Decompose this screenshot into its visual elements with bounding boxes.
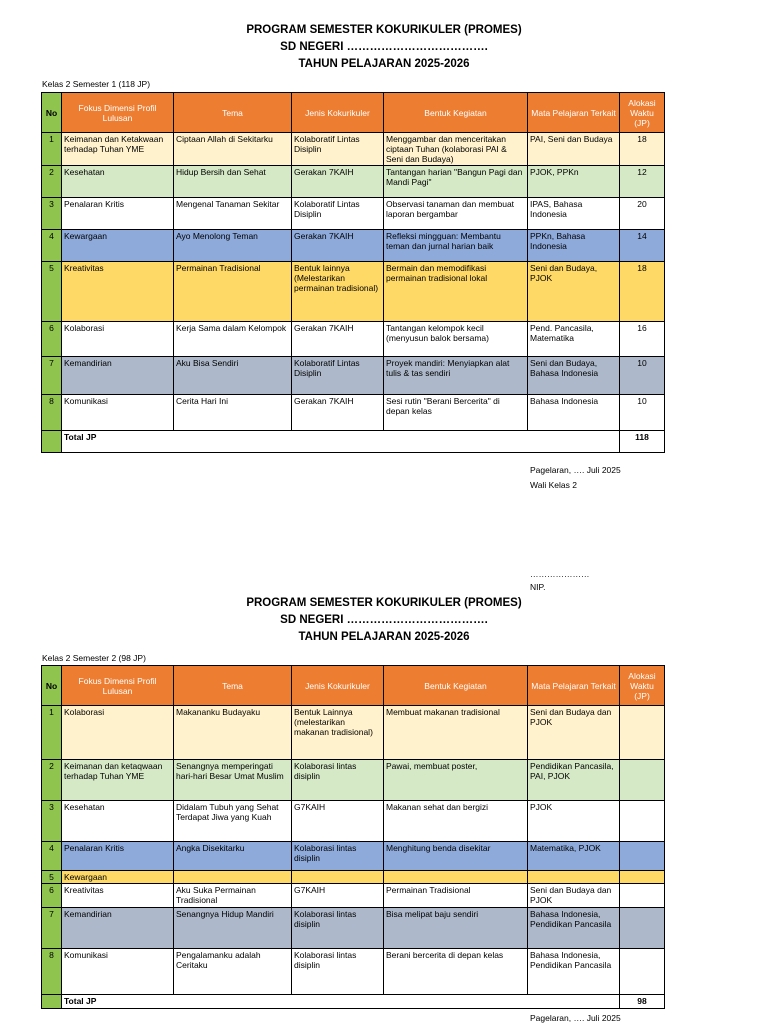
col-mapel: Mata Pelajaran Terkait	[528, 93, 620, 133]
table-row	[42, 357, 665, 395]
row-bentuk: Menggambar dan menceritakan ciptaan Tuhan (kolaborasi PAI & Seni dan Budaya)	[384, 133, 528, 166]
row-fokus: Komunikasi	[62, 395, 174, 431]
row-jp: 18	[620, 133, 665, 166]
row-fokus: Kolaborasi	[62, 706, 174, 760]
row-tema: Ayo Menolong Teman	[174, 230, 292, 262]
table-row	[42, 884, 665, 908]
row-jp: 10	[620, 357, 665, 395]
col-tema: Tema	[174, 666, 292, 706]
table-row	[42, 322, 665, 357]
row-tema: Makananku Budayaku	[174, 706, 292, 760]
row-jp: 16	[620, 322, 665, 357]
row-mapel: Bahasa Indonesia, Pendidikan Pancasila	[528, 908, 620, 949]
row-bentuk: Bermain dan memodifikasi permainan tradisional lokal	[384, 262, 528, 322]
row-tema	[174, 871, 292, 884]
row-tema: Hidup Bersih dan Sehat	[174, 166, 292, 198]
school-year-1: TAHUN PELAJARAN 2025-2026	[298, 58, 470, 70]
row-jp: 18	[620, 262, 665, 322]
row-mapel: Seni dan Budaya dan PJOK	[528, 706, 620, 760]
table-row	[42, 908, 665, 949]
row-no: 3	[42, 198, 62, 230]
row-bentuk: Bisa melipat baju sendiri	[384, 908, 528, 949]
semester2-caption: Kelas 2 Semester 2 (98 JP)	[42, 653, 146, 663]
row-mapel: Seni dan Budaya, PJOK	[528, 262, 620, 322]
row-jenis	[292, 871, 384, 884]
row-jp: 20	[620, 198, 665, 230]
row-bentuk: Refleksi mingguan: Membantu teman dan jurnal harian baik	[384, 230, 528, 262]
row-jenis: Gerakan 7KAIH	[292, 395, 384, 431]
row-no: 5	[42, 871, 62, 884]
row-jp	[620, 842, 665, 871]
row-jp	[620, 706, 665, 760]
row-no: 2	[42, 166, 62, 198]
semester1-table	[41, 92, 665, 453]
row-fokus: Penalaran Kritis	[62, 198, 174, 230]
table-row	[42, 801, 665, 842]
row-tema: Kerja Sama dalam Kelompok	[174, 322, 292, 357]
school-year-2: TAHUN PELAJARAN 2025-2026	[298, 631, 470, 643]
col-bentuk: Bentuk Kegiatan	[384, 93, 528, 133]
col-no: No	[42, 93, 62, 133]
row-mapel: Seni dan Budaya dan PJOK	[528, 884, 620, 908]
row-tema: Didalam Tubuh yang Sehat Terdapat Jiwa yang Kuah	[174, 801, 292, 842]
row-jp	[620, 908, 665, 949]
row-jp: 10	[620, 395, 665, 431]
row-tema: Cerita Hari Ini	[174, 395, 292, 431]
row-fokus: Keimanan dan ketaqwaan terhadap Tuhan YME	[62, 760, 174, 801]
row-mapel: PAI, Seni dan Budaya	[528, 133, 620, 166]
table-row	[42, 706, 665, 760]
row-mapel: IPAS, Bahasa Indonesia	[528, 198, 620, 230]
row-bentuk: Observasi tanaman dan membuat laporan bergambar	[384, 198, 528, 230]
row-tema: Senangnya Hidup Mandiri	[174, 908, 292, 949]
col-bentuk: Bentuk Kegiatan	[384, 666, 528, 706]
row-fokus: Kesehatan	[62, 166, 174, 198]
table-row	[42, 871, 665, 884]
row-mapel: Matematika, PJOK	[528, 842, 620, 871]
row-jp	[620, 949, 665, 995]
row-fokus: Penalaran Kritis	[62, 842, 174, 871]
row-jenis: Kolaborasi lintas disiplin	[292, 908, 384, 949]
col-jenis: Jenis Kokurikuler	[292, 93, 384, 133]
row-fokus: Kewargaan	[62, 871, 174, 884]
row-bentuk	[384, 871, 528, 884]
signature-name-line: …………………	[530, 569, 590, 579]
col-jenis: Jenis Kokurikuler	[292, 666, 384, 706]
row-fokus: Kreativitas	[62, 884, 174, 908]
row-mapel: Bahasa Indonesia	[528, 395, 620, 431]
signature-block	[530, 463, 621, 493]
row-bentuk: Membuat makanan tradisional	[384, 706, 528, 760]
col-no: No	[42, 666, 62, 706]
row-no: 5	[42, 262, 62, 322]
semester1-caption: Kelas 2 Semester 1 (118 JP)	[42, 79, 151, 89]
table-row	[42, 230, 665, 262]
footer-place-date: Pagelaran, …. Juli 2025	[530, 1013, 621, 1023]
row-fokus: Kolaborasi	[62, 322, 174, 357]
row-bentuk: Pawai, membuat poster,	[384, 760, 528, 801]
row-tema: Permainan Tradisional	[174, 262, 292, 322]
signature-place-date: Pagelaran, …. Juli 2025	[530, 465, 621, 475]
row-mapel	[528, 871, 620, 884]
table-row	[42, 760, 665, 801]
row-tema: Mengenal Tanaman Sekitar	[174, 198, 292, 230]
col-jp: Alokasi Waktu (JP)	[620, 666, 665, 706]
row-no: 6	[42, 322, 62, 357]
signature-nip: NIP.	[530, 582, 546, 592]
col-mapel: Mata Pelajaran Terkait	[528, 666, 620, 706]
signature-role: Wali Kelas 2	[530, 480, 577, 490]
row-jenis: G7KAIH	[292, 884, 384, 908]
row-tema: Senangnya memperingati hari-hari Besar Umat Muslim	[174, 760, 292, 801]
total-no-cell	[42, 431, 62, 453]
total-label: Total JP	[62, 431, 620, 453]
doc-title-1: PROGRAM SEMESTER KOKURIKULER (PROMES)	[246, 24, 522, 36]
row-jp: 12	[620, 166, 665, 198]
row-jp	[620, 871, 665, 884]
row-jenis: Gerakan 7KAIH	[292, 166, 384, 198]
row-jenis: Kolaboratif Lintas Disiplin	[292, 357, 384, 395]
total-value: 98	[620, 995, 665, 1009]
doc-title-2: PROGRAM SEMESTER KOKURIKULER (PROMES)	[246, 597, 522, 609]
row-jenis: Kolaborasi lintas disiplin	[292, 949, 384, 995]
row-tema: Aku Bisa Sendiri	[174, 357, 292, 395]
table-row	[42, 133, 665, 166]
row-jenis: Gerakan 7KAIH	[292, 230, 384, 262]
row-tema: Aku Suka Permainan Tradisional	[174, 884, 292, 908]
row-fokus: Kreativitas	[62, 262, 174, 322]
row-jenis: Gerakan 7KAIH	[292, 322, 384, 357]
row-bentuk: Tantangan harian "Bangun Pagi dan Mandi Pagi"	[384, 166, 528, 198]
row-no: 4	[42, 842, 62, 871]
row-mapel: Pendidikan Pancasila, PAI, PJOK	[528, 760, 620, 801]
row-no: 8	[42, 949, 62, 995]
school-name-1: SD NEGERI ……………………………….	[280, 41, 488, 53]
row-jp	[620, 760, 665, 801]
row-jenis: Kolaboratif Lintas Disiplin	[292, 133, 384, 166]
row-mapel: PJOK, PPKn	[528, 166, 620, 198]
row-fokus: Keimanan dan Ketakwaan terhadap Tuhan YME	[62, 133, 174, 166]
row-no: 1	[42, 133, 62, 166]
row-bentuk: Berani bercerita di depan kelas	[384, 949, 528, 995]
row-no: 8	[42, 395, 62, 431]
col-fokus: Fokus Dimensi Profil Lulusan	[62, 93, 174, 133]
col-jp: Alokasi Waktu (JP)	[620, 93, 665, 133]
row-no: 2	[42, 760, 62, 801]
row-no: 1	[42, 706, 62, 760]
table-row	[42, 166, 665, 198]
row-no: 7	[42, 908, 62, 949]
row-tema: Angka Disekitarku	[174, 842, 292, 871]
table-row	[42, 198, 665, 230]
row-mapel: PPKn, Bahasa Indonesia	[528, 230, 620, 262]
row-no: 7	[42, 357, 62, 395]
total-no-cell	[42, 995, 62, 1009]
row-fokus: Kesehatan	[62, 801, 174, 842]
row-bentuk: Tantangan kelompok kecil (menyusun balok bersama)	[384, 322, 528, 357]
total-label: Total JP	[62, 995, 620, 1009]
row-mapel: Bahasa Indonesia, Pendidikan Pancasila	[528, 949, 620, 995]
row-fokus: Kemandirian	[62, 357, 174, 395]
school-name-2: SD NEGERI ……………………………….	[280, 614, 488, 626]
col-fokus: Fokus Dimensi Profil Lulusan	[62, 666, 174, 706]
row-jenis: Bentuk lainnya (Melestarikan permainan tradisional)	[292, 262, 384, 322]
row-tema: Ciptaan Allah di Sekitarku	[174, 133, 292, 166]
row-mapel: Seni dan Budaya, Bahasa Indonesia	[528, 357, 620, 395]
col-tema: Tema	[174, 93, 292, 133]
total-value: 118	[620, 431, 665, 453]
row-jenis: Kolaborasi lintas disiplin	[292, 842, 384, 871]
row-jenis: G7KAIH	[292, 801, 384, 842]
row-jenis: Kolaborasi lintas disiplin	[292, 760, 384, 801]
table-row	[42, 262, 665, 322]
row-tema: Pengalamanku adalah Ceritaku	[174, 949, 292, 995]
row-bentuk: Sesi rutin "Berani Bercerita" di depan kelas	[384, 395, 528, 431]
row-bentuk: Menghitung benda disekitar	[384, 842, 528, 871]
row-jenis: Bentuk Lainnya (melestarikan makanan tradisional)	[292, 706, 384, 760]
semester2-table	[41, 665, 665, 1009]
table-row	[42, 949, 665, 995]
table-row	[42, 842, 665, 871]
row-fokus: Kemandirian	[62, 908, 174, 949]
row-jenis: Kolaboratif Lintas Disiplin	[292, 198, 384, 230]
row-bentuk: Proyek mandiri: Menyiapkan alat tulis & tas sendiri	[384, 357, 528, 395]
row-no: 6	[42, 884, 62, 908]
row-bentuk: Makanan sehat dan bergizi	[384, 801, 528, 842]
row-jp: 14	[620, 230, 665, 262]
row-jp	[620, 884, 665, 908]
row-fokus: Komunikasi	[62, 949, 174, 995]
row-mapel: Pend. Pancasila, Matematika	[528, 322, 620, 357]
row-mapel: PJOK	[528, 801, 620, 842]
row-jp	[620, 801, 665, 842]
row-no: 3	[42, 801, 62, 842]
row-no: 4	[42, 230, 62, 262]
table-row	[42, 395, 665, 431]
row-bentuk: Permainan Tradisional	[384, 884, 528, 908]
row-fokus: Kewargaan	[62, 230, 174, 262]
